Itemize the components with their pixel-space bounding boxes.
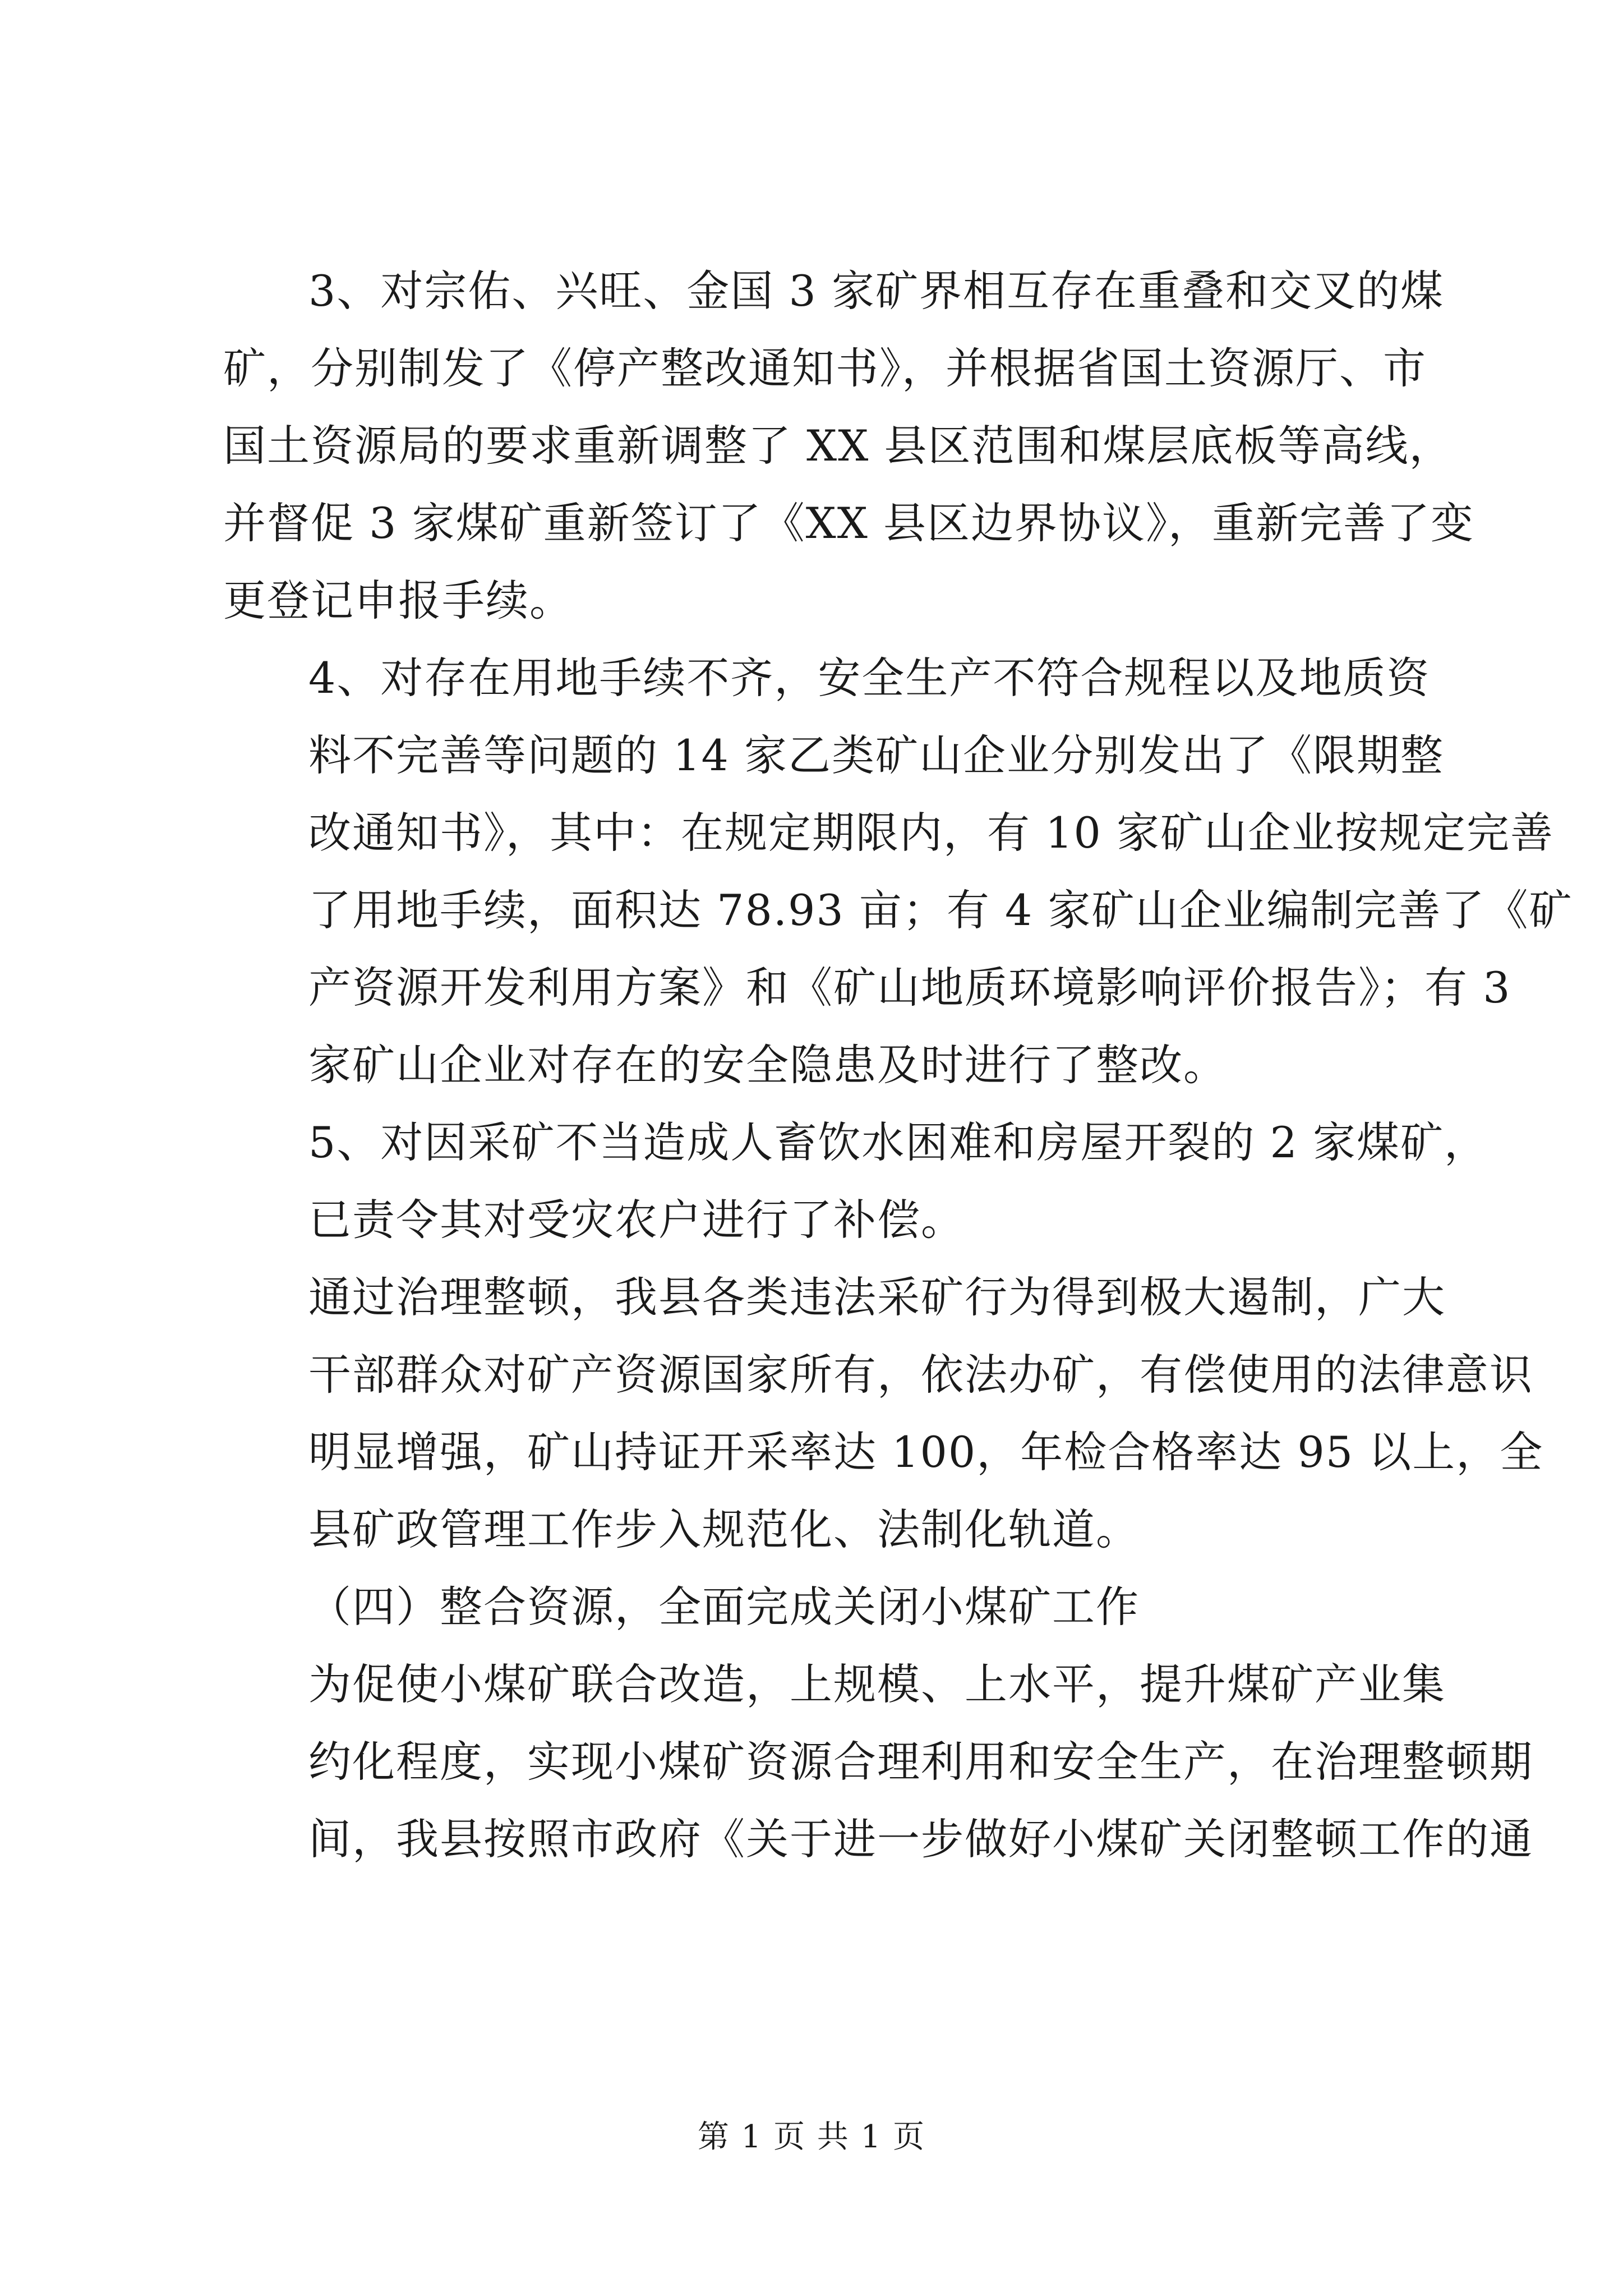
paragraph-final-line-1: 为促使小煤矿联合改造，上规模、上水平，提升煤矿产业集 (308, 1659, 1446, 1709)
paragraph-3-line-5: 更登记申报手续。 (223, 576, 573, 625)
paragraph-3-line-4: 并督促 3 家煤矿重新签订了《XX 县区边界协议》，重新完善了变 (223, 498, 1475, 548)
paragraph-5-line-1: 5、对因采矿不当造成人畜饮水困难和房屋开裂的 2 家煤矿， (308, 1117, 1488, 1167)
paragraph-4-line-1: 4、对存在用地手续不齐，安全生产不符合规程以及地质资 (308, 653, 1431, 703)
paragraph-final-line-3: 间，我县按照市政府《关于进一步做好小煤矿关闭整顿工作的通 (308, 1814, 1533, 1864)
paragraph-5-line-2: 已责令其对受灾农户进行了补偿。 (308, 1195, 965, 1245)
paragraph-final-line-2: 约化程度，实现小煤矿资源合理利用和安全生产，在治理整顿期 (308, 1737, 1533, 1787)
paragraph-4-line-6: 家矿山企业对存在的安全隐患及时进行了整改。 (308, 1040, 1227, 1090)
paragraph-summary-line-1: 通过治理整顿，我县各类违法采矿行为得到极大遏制，广大 (308, 1272, 1446, 1322)
paragraph-4-line-2: 料不完善等问题的 14 家乙类矿山企业分别发出了《限期整 (308, 730, 1445, 780)
paragraph-summary-line-2: 干部群众对矿产资源国家所有，依法办矿，有偿使用的法律意识 (308, 1350, 1533, 1400)
document-body (223, 252, 1573, 1878)
paragraph-summary-line-4: 县矿政管理工作步入规范化、法制化轨道。 (308, 1504, 1140, 1554)
section-heading: （四）整合资源，全面完成关闭小煤矿工作 (308, 1582, 1140, 1632)
paragraph-4-line-5: 产资源开发利用方案》和《矿山地质环境影响评价报告》；有 3 (308, 963, 1511, 1013)
paragraph-3-line-3: 国土资源局的要求重新调整了 XX 县区范围和煤层底板等高线， (223, 421, 1453, 471)
paragraph-4-line-4: 了用地手续，面积达 78.93 亩；有 4 家矿山企业编制完善了《矿 (308, 885, 1573, 935)
paragraph-4-line-3: 改通知书》，其中：在规定期限内，有 10 家矿山企业按规定完善 (308, 808, 1555, 858)
paragraph-3-line-2: 矿，分别制发了《停产整改通知书》，并根据省国土资源厅、市 (223, 343, 1427, 393)
paragraph-3-line-1: 3、对宗佑、兴旺、金国 3 家矿界相互存在重叠和交叉的煤 (308, 266, 1445, 316)
paragraph-summary-line-3: 明显增强，矿山持证开采率达 100，年检合格率达 95 以上，全 (308, 1427, 1544, 1477)
page-footer: 第 1 页 共 1 页 (697, 2119, 926, 2155)
